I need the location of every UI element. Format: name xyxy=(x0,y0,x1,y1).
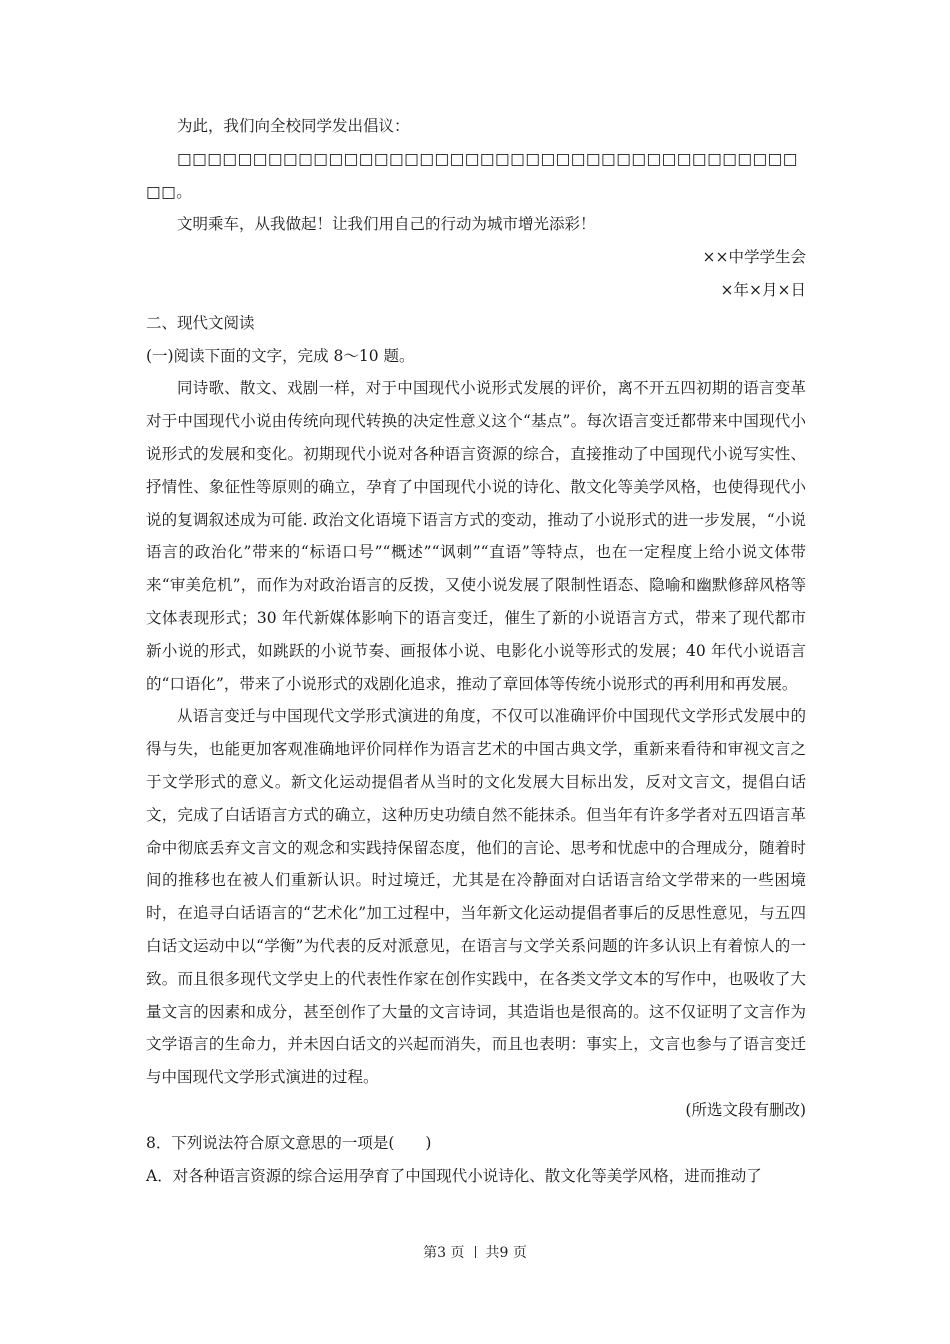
section-subheading: (一)阅读下面的文字，完成 8～10 题。 xyxy=(146,346,415,365)
source-note: (所选文段有删改) xyxy=(685,1100,806,1119)
letter-date: ×年×月×日 xyxy=(720,280,806,299)
page-number-total: 共9 页 xyxy=(485,1245,527,1261)
proposal-intro: 为此，我们向全校同学发出倡议： xyxy=(177,117,410,135)
document-page xyxy=(146,110,806,1192)
footer-separator xyxy=(475,1246,476,1258)
question-8-stem: 8．下列说法符合原文意思的一项是( ) xyxy=(146,1133,432,1152)
closing-slogan: 文明乘车，从我做起！让我们用自己的行动为城市增光添彩！ xyxy=(177,215,596,234)
page-number-current: 第3 页 xyxy=(423,1245,465,1261)
question-8-option-a: A．对各种语言资源的综合运用孕育了中国现代小说诗化、散文化等美学风格，进而推动了 xyxy=(146,1166,762,1185)
page-footer xyxy=(0,1242,950,1262)
section-heading: 二、现代文阅读 xyxy=(146,313,255,332)
placeholder-boxes: □□□□□□□□□□□□□□□□□□□□□□□□□□□□□□□□□□□□□□□□□□□。 xyxy=(146,149,798,201)
article-paragraph-1: 同诗歌、散文、戏剧一样，对于中国现代小说形式发展的评价，离不开五四初期的语言变革对于中国现代小说由传统向现代转换的决定性意义这个“基点”。每次语言变迁都带来中国现代小说形式的发展和变化。初期现代小说对各种语言资源的综合，直接推动了中国现代小说写实性、抒情性、象征性等原则的确立，孕育了中国现代小说的诗化、散文化等美学风格，也使得现代小说的复调叙述成为可能. 政治文化语境下语言方式的变动，推动了小说形式的进一步发展，“小说语言的政治化”带来的“标语口号”“概述”“讽刺”“直语”等特点，也在一定程度上给小说文体带来“审美危机”，而作为对政治语言的反拨，又使小说发展了限制性语态、隐喻和幽默修辞风格等文体表现形式；30 年代新媒体影响下的语言变迁，催生了新的小说语言方式，带来了现代都市新小说的形式，如跳跃的小说节奏、画报体小说、电影化小说等形式的发展；40 年代小说语言的“口语化”，带来了小说形式的戏剧化追求，推动了章回体等传统小说形式的再利用和再发展。 xyxy=(146,379,806,693)
letter-signature: ××中学学生会 xyxy=(702,248,806,267)
article-paragraph-2: 从语言变迁与中国现代文学形式演进的角度，不仅可以准确评价中国现代文学形式发展中的得与失，也能更加客观准确地评价同样作为语言艺术的中国古典文学，重新来看待和审视文言之于文学形式的意义。新文化运动提倡者从当时的文化发展大目标出发，反对文言文，提倡白话文，完成了白话语言方式的确立，这种历史功绩自然不能抹杀。但当年有许多学者对五四语言革命中彻底丢弃文言文的观念和实践持保留态度，他们的言论、思考和忧虑中的合理成分，随着时间的推移也在被人们重新认识。时过境迁，尤其是在冷静面对白话语言给文学带来的一些困境时，在追寻白话语言的“艺术化”加工过程中，当年新文化运动提倡者事后的反思性意见，与五四白话文运动中以“学衡”为代表的反对派意见，在语言与文学关系问题的许多认识上有着惊人的一致。而且很多现代文学史上的代表性作家在创作实践中，在各类文学文本的写作中，也吸收了大量文言的因素和成分，甚至创作了大量的文言诗词，其造诣也是很高的。这不仅证明了文言作为文学语言的生命力，并未因白话文的兴起而消失，而且也表明：事实上，文言也参与了语言变迁与中国现代文学形式演进的过程。 xyxy=(146,707,806,1087)
